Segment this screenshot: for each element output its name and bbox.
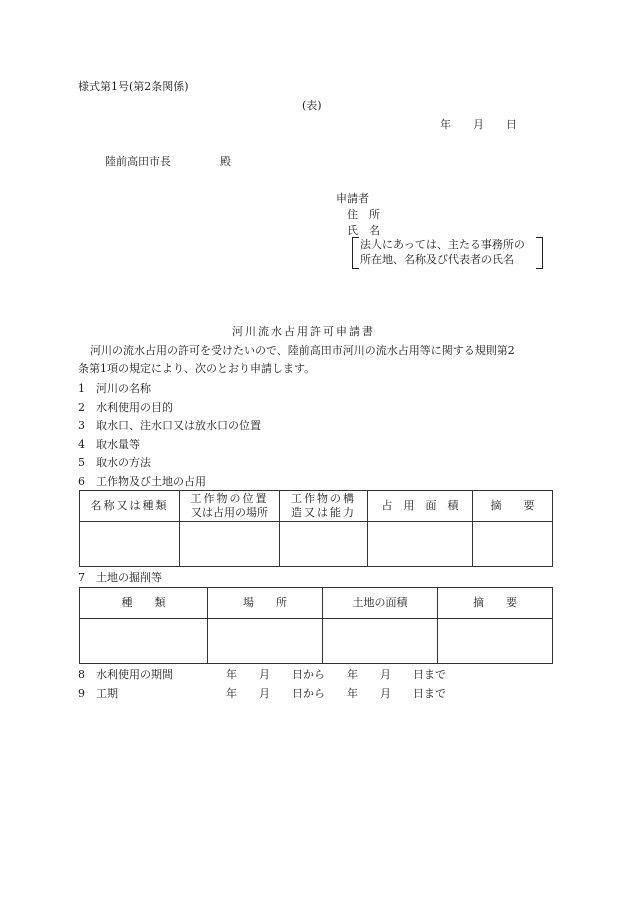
entry-remarks[interactable] xyxy=(473,522,553,567)
occupancy-table xyxy=(79,490,553,567)
item-1-number: 1 xyxy=(78,382,85,395)
col-header-area: 占 用 面 積 xyxy=(368,491,473,522)
body-line-1: 河川の流水占用の許可を受けたいので、陸前高田市河川の流水占用等に関する規則第2 xyxy=(90,344,515,357)
applicant-address-label: 住 所 xyxy=(347,208,380,221)
body-line-2: 条第1項の規定により、次のとおり申請します。 xyxy=(78,362,316,375)
excavation-table-entry-row xyxy=(80,619,553,664)
entry-location[interactable] xyxy=(180,522,280,567)
item-2-number: 2 xyxy=(78,401,85,414)
item-6-label: 工作物及び土地の占用 xyxy=(96,475,206,488)
item-6-number: 6 xyxy=(78,475,85,488)
addressee-name: 陸前高田市長 xyxy=(105,155,171,168)
excavation-table-header-row xyxy=(80,588,553,619)
col-header-structure-line1: 工作物の構 xyxy=(291,492,356,505)
col-header-name-type: 名称又は種類 xyxy=(80,491,180,522)
entry-structure[interactable] xyxy=(280,522,368,567)
item-4-number: 4 xyxy=(78,438,85,451)
item-3-number: 3 xyxy=(78,419,85,432)
item-9-period: 年 月 日から 年 月 日まで xyxy=(226,687,446,700)
entry-kind[interactable] xyxy=(80,619,208,664)
col-header-location xyxy=(180,491,280,522)
note-bracket-right xyxy=(536,237,543,269)
item-1-label: 河川の名称 xyxy=(96,382,151,395)
col-header-location-line2: 又は占用の場所 xyxy=(191,506,268,519)
applicant-note-line1: 法人にあっては、主たる事務所の xyxy=(360,238,525,251)
item-8-number: 8 xyxy=(78,668,85,681)
item-5-label: 取水の方法 xyxy=(96,456,151,469)
addressee-honorific: 殿 xyxy=(220,155,231,168)
col-header-remarks-7: 摘 要 xyxy=(438,588,553,619)
entry-land-area[interactable] xyxy=(323,619,438,664)
item-9-label: 工期 xyxy=(96,687,118,700)
col-header-kind: 種 類 xyxy=(80,588,208,619)
entry-name-type[interactable] xyxy=(80,522,180,567)
col-header-location-line1: 工作物の位置 xyxy=(190,492,269,505)
applicant-note-line2: 所在地、名称及び代表者の氏名 xyxy=(360,253,514,266)
date-line: 年 月 日 xyxy=(440,118,517,131)
item-9-number: 9 xyxy=(78,687,85,700)
col-header-structure xyxy=(280,491,368,522)
col-header-remarks: 摘 要 xyxy=(473,491,553,522)
col-header-structure-line2: 造又は能力 xyxy=(291,506,356,519)
excavation-table xyxy=(79,587,553,664)
note-bracket-left xyxy=(352,237,359,269)
item-7-label: 土地の掘削等 xyxy=(96,571,162,584)
entry-remarks-7[interactable] xyxy=(438,619,553,664)
occupancy-table-entry-row xyxy=(80,522,553,567)
item-7-number: 7 xyxy=(78,571,85,584)
item-2-label: 水利使用の目的 xyxy=(96,401,173,414)
applicant-name-label: 氏 名 xyxy=(347,224,380,237)
col-header-land-area: 土地の面積 xyxy=(323,588,438,619)
entry-area[interactable] xyxy=(368,522,473,567)
col-header-place: 場 所 xyxy=(208,588,323,619)
occupancy-table-header-row xyxy=(80,491,553,522)
form-number: 様式第1号(第2条関係) xyxy=(78,80,189,93)
document-title: 河川流水占用許可申請書 xyxy=(232,325,375,338)
item-3-label: 取水口、注水口又は放水口の位置 xyxy=(96,419,261,432)
applicant-label: 申請者 xyxy=(336,192,369,205)
item-8-label: 水利使用の期間 xyxy=(96,668,173,681)
item-8-period: 年 月 日から 年 月 日まで xyxy=(226,668,446,681)
item-4-label: 取水量等 xyxy=(96,438,140,451)
item-5-number: 5 xyxy=(78,456,85,469)
entry-place[interactable] xyxy=(208,619,323,664)
side-label: (表) xyxy=(302,99,322,112)
